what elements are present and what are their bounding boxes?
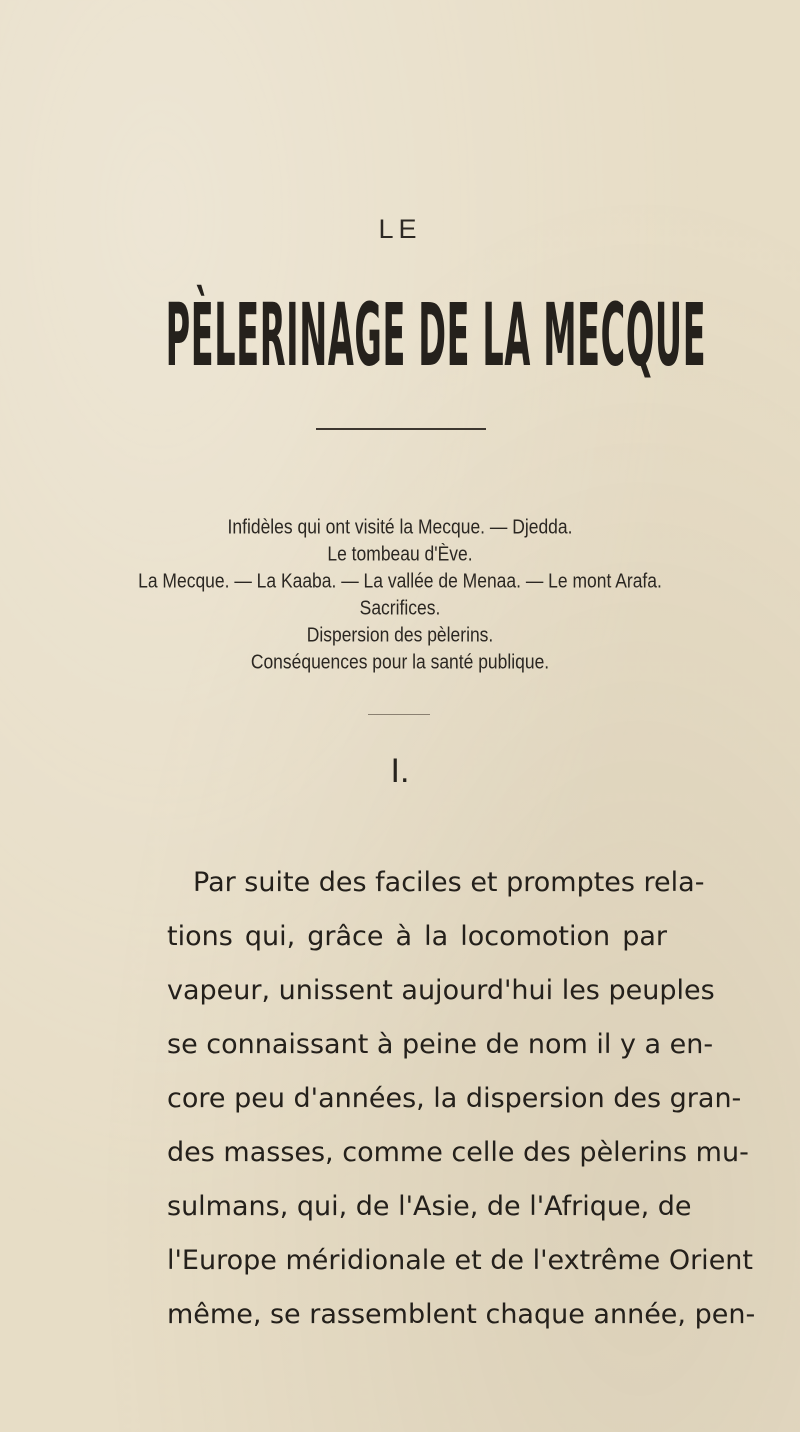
summary-line: La Mecque. — La Kaaba. — La vallée de Menaa. — Le mont Arafa. [138, 570, 662, 593]
summary-line: Dispersion des pèlerins. [306, 624, 494, 647]
summary-line: Infidèles qui ont visité la Mecque. — Djedda. [227, 516, 573, 539]
summary-line: Le tombeau d'Ève. [327, 543, 473, 566]
title-article: LE [378, 214, 422, 244]
page-title [0, 284, 800, 386]
summary-line: Sacrifices. [359, 597, 441, 620]
body-line: core peu d'années, la dispersion des gran- [167, 1083, 742, 1114]
body-line: vapeur, unissent aujourd'hui les peuples [167, 975, 715, 1006]
separator-dash [368, 714, 430, 715]
body-line: des masses, comme celle des pèlerins mu- [167, 1137, 749, 1168]
body-line: se connaissant à peine de nom il y a en- [167, 1029, 714, 1060]
chapter-summary [0, 514, 800, 676]
body-line: sulmans, qui, de l'Asie, de l'Afrique, de [167, 1191, 692, 1222]
body-line: tions qui, grâce à la locomotion par [167, 921, 667, 952]
body-paragraph [167, 856, 756, 1342]
section-number: I. [390, 752, 410, 790]
summary-line: Conséquences pour la santé publique. [250, 651, 550, 674]
title-rule [316, 428, 486, 430]
body-line: même, se rassemblent chaque année, pen- [167, 1299, 756, 1330]
body-line: l'Europe méridionale et de l'extrême Orient [167, 1245, 753, 1276]
page-title-text: PÈLERINAGE DE LA MECQUE [165, 284, 707, 386]
body-line: Par suite des faciles et promptes rela- [193, 867, 705, 898]
